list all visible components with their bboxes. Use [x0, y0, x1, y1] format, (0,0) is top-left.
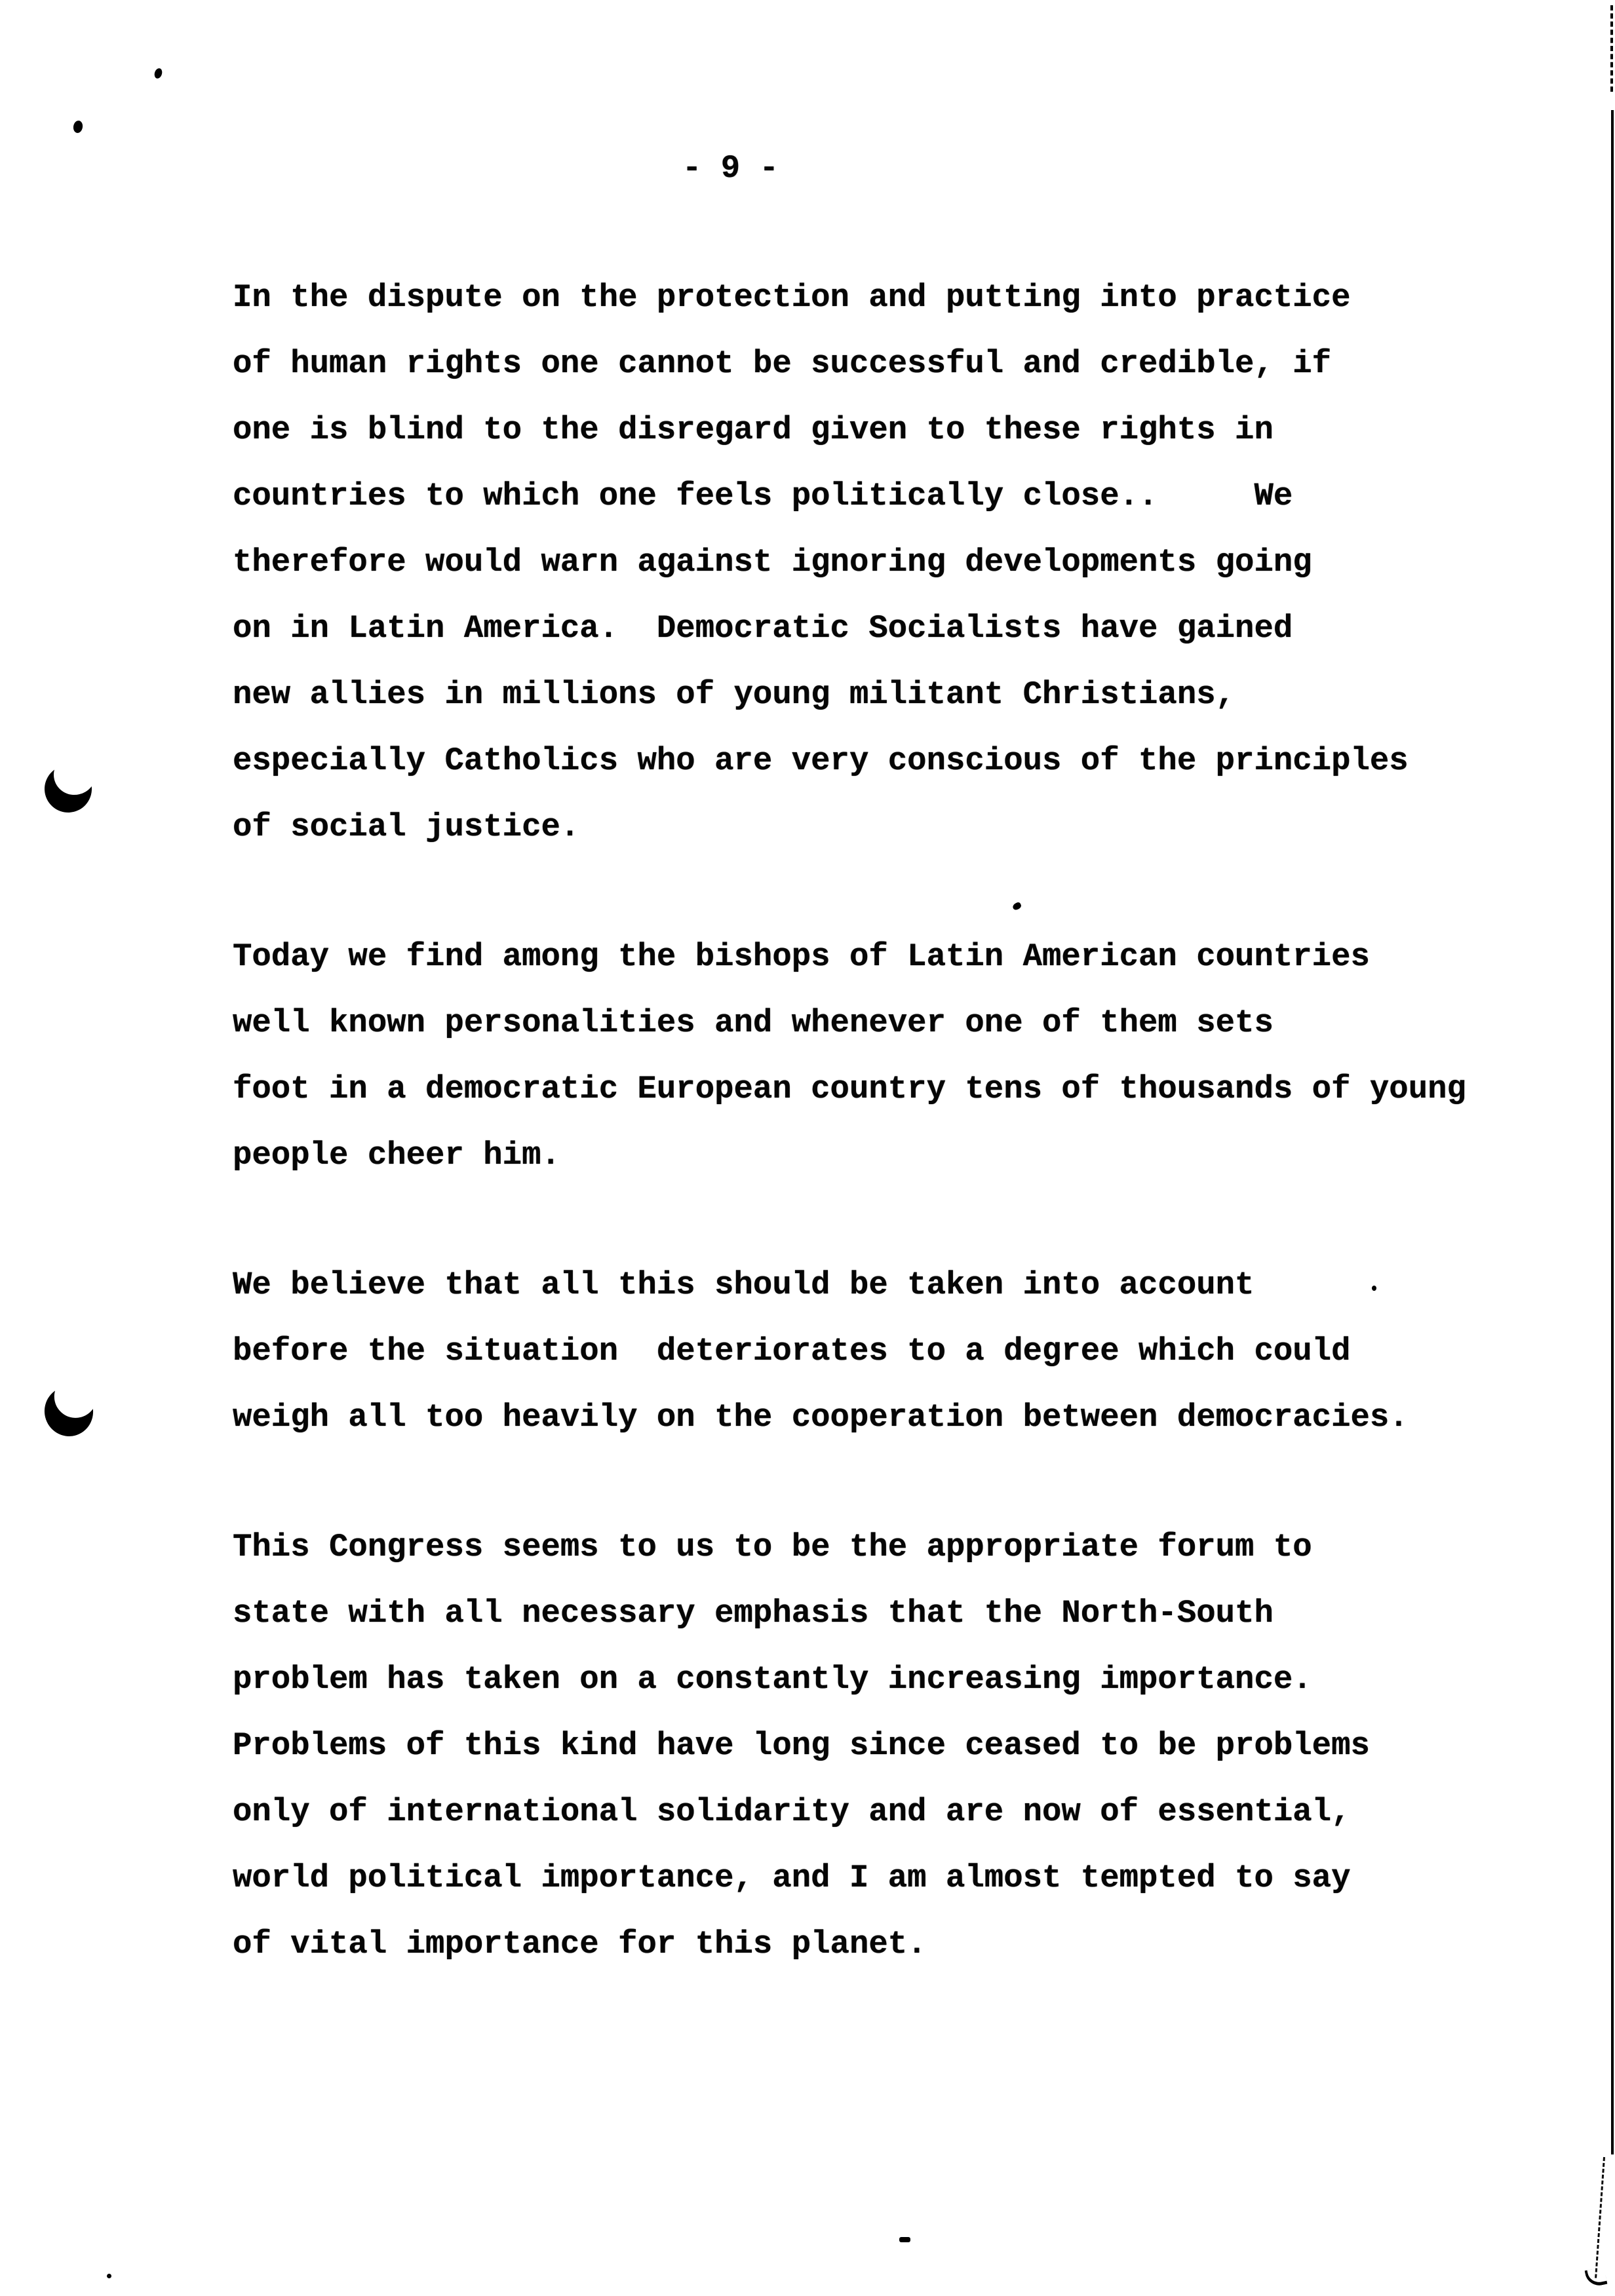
- text-line: of human rights one cannot be successful and credible, if: [233, 345, 1332, 382]
- paragraph: [233, 924, 1466, 1189]
- text-line: In the dispute on the protection and putting into practice: [233, 279, 1351, 316]
- text-line: Problems of this kind have long since ceased to be problems: [233, 1727, 1370, 1764]
- ink-speck: [153, 67, 163, 80]
- text-line: state with all necessary emphasis that the North-South: [233, 1595, 1274, 1632]
- ink-speck: [899, 2237, 910, 2242]
- text-line: one is blind to the disregard given to these rights in: [233, 411, 1274, 448]
- text-line: especially Catholics who are very conscious of the principles: [233, 742, 1409, 779]
- right-edge-scan-line-hook: [1585, 2267, 1608, 2288]
- text-line: of vital importance for this planet.: [233, 1926, 927, 1962]
- page-number: - 9 -: [682, 150, 779, 187]
- paragraph: [233, 1514, 1466, 1978]
- text-line: problem has taken on a constantly increasing importance.: [233, 1661, 1312, 1698]
- text-line: therefore would warn against ignoring developments going: [233, 544, 1312, 581]
- text-line: before the situation deteriorates to a degree which could: [233, 1333, 1351, 1369]
- text-line: Today we find among the bishops of Latin American countries: [233, 938, 1370, 975]
- right-edge-scan-line-tail: [1595, 2157, 1605, 2278]
- text-line: of social justice.: [233, 809, 580, 845]
- text-line: world political importance, and I am almost tempted to say: [233, 1860, 1351, 1896]
- crescent-pen-mark: [39, 1381, 98, 1442]
- text-line: well known personalities and whenever one of them sets: [233, 1004, 1274, 1041]
- right-edge-scan-line: [1611, 110, 1614, 2154]
- right-edge-scan-line-dashes: [1610, 5, 1613, 92]
- ink-speck: [72, 120, 83, 134]
- text-line: countries to which one feels politically close.. We: [233, 478, 1293, 514]
- text-line: foot in a democratic European country tens of thousands of young: [233, 1071, 1466, 1107]
- paragraph: [233, 1252, 1466, 1451]
- text-line: weigh all too heavily on the cooperation between democracies.: [233, 1399, 1409, 1436]
- text-line: people cheer him.: [233, 1137, 560, 1174]
- paragraph: [233, 265, 1466, 860]
- ink-speck: [1372, 1286, 1376, 1291]
- text-line: only of international solidarity and are now of essential,: [233, 1793, 1351, 1830]
- ink-speck: [107, 2274, 111, 2278]
- text-line: new allies in millions of young militant Christians,: [233, 676, 1236, 713]
- text-line: We believe that all this should be taken into account: [233, 1267, 1255, 1303]
- text-line: on in Latin America. Democratic Socialists have gained: [233, 610, 1293, 647]
- text-line: This Congress seems to us to be the appropriate forum to: [233, 1529, 1312, 1565]
- crescent-pen-mark: [39, 760, 96, 817]
- document-body-text: [233, 265, 1466, 2041]
